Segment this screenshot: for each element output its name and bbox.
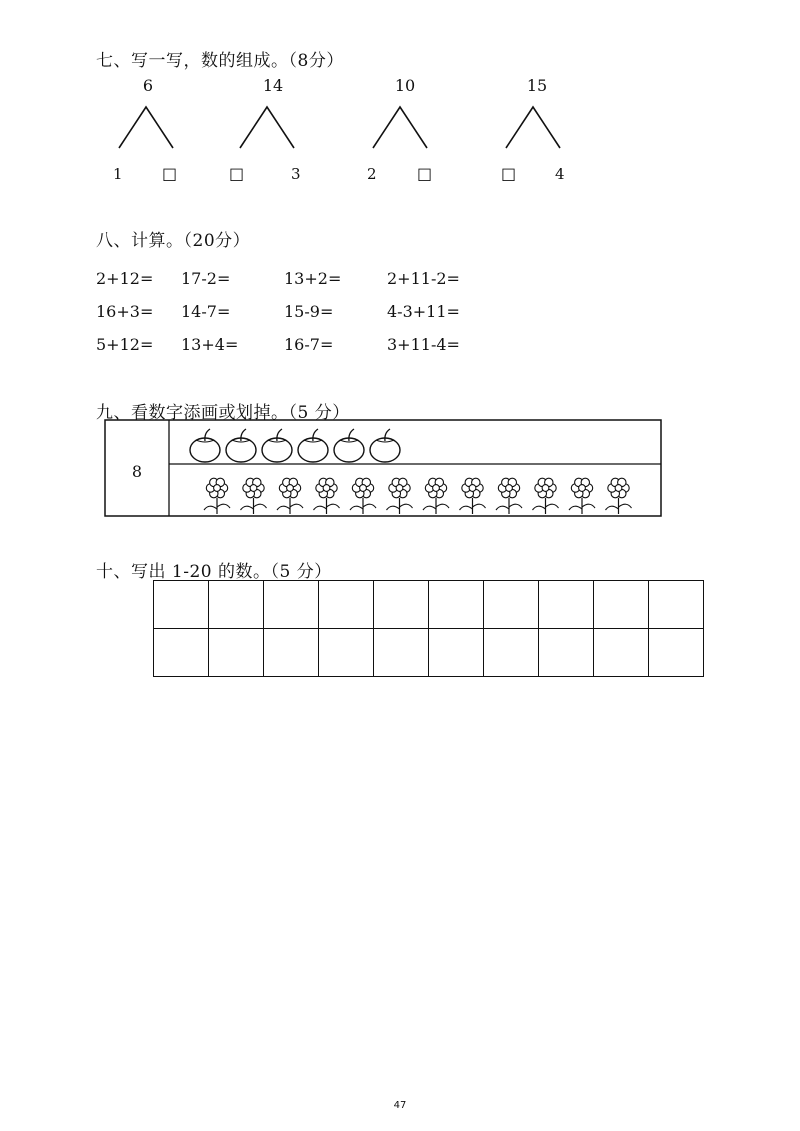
flower-icon xyxy=(533,478,559,514)
grid-cell[interactable] xyxy=(649,629,704,677)
apple-icon xyxy=(370,429,400,462)
branch-lines xyxy=(116,104,176,154)
decomp-left: 2 xyxy=(367,165,377,183)
grid-cell[interactable] xyxy=(374,581,429,629)
calc-problem: 16-7= xyxy=(284,335,334,354)
section-9-heading: 九、看数字添画或划掉。（5 分） xyxy=(96,403,350,423)
grid-row xyxy=(154,629,704,677)
grid-cell[interactable] xyxy=(319,581,374,629)
decomp-total: 10 xyxy=(394,76,416,95)
calc-problem: 17-2= xyxy=(181,269,231,288)
calc-problem: 16+3= xyxy=(96,302,154,321)
flower-icon xyxy=(569,478,595,514)
answer-box[interactable]: □ xyxy=(162,164,178,183)
flower-icon xyxy=(496,478,522,514)
grid-cell[interactable] xyxy=(539,629,594,677)
flower-row xyxy=(204,478,632,514)
flower-icon xyxy=(204,478,230,514)
apple-icon xyxy=(262,429,292,462)
decomp-right: 4 xyxy=(555,165,565,183)
answer-box[interactable]: □ xyxy=(229,164,245,183)
page-number: 47 xyxy=(393,1100,407,1111)
decomp-left: 1 xyxy=(113,165,123,183)
answer-box[interactable]: □ xyxy=(501,164,517,183)
flower-icon xyxy=(241,478,267,514)
flower-icon xyxy=(460,478,486,514)
grid-cell[interactable] xyxy=(154,629,209,677)
grid-cell[interactable] xyxy=(539,581,594,629)
flower-icon xyxy=(350,478,376,514)
apple-row[interactable] xyxy=(190,429,400,462)
flower-icon xyxy=(277,478,303,514)
calc-problem: 13+2= xyxy=(284,269,342,288)
picture-table xyxy=(104,419,664,519)
branch-lines xyxy=(503,104,563,154)
grid-cell[interactable] xyxy=(484,629,539,677)
flower-icon xyxy=(314,478,340,514)
grid-cell[interactable] xyxy=(594,629,649,677)
calc-problem: 3+11-4= xyxy=(387,335,460,354)
grid-cell[interactable] xyxy=(649,581,704,629)
grid-cell[interactable] xyxy=(374,629,429,677)
calc-problem: 5+12= xyxy=(96,335,154,354)
grid-cell[interactable] xyxy=(319,629,374,677)
answer-box[interactable]: □ xyxy=(417,164,433,183)
calc-problem: 2+12= xyxy=(96,269,154,288)
grid-cell[interactable] xyxy=(264,581,319,629)
grid-row xyxy=(154,581,704,629)
calc-problem: 15-9= xyxy=(284,302,334,321)
apple-icon xyxy=(334,429,364,462)
apple-icon xyxy=(298,429,328,462)
apple-icon xyxy=(190,429,220,462)
calc-problem: 13+4= xyxy=(181,335,239,354)
grid-cell[interactable] xyxy=(429,629,484,677)
grid-cell[interactable] xyxy=(429,581,484,629)
section-7-heading: 七、写一写，数的组成。（8分） xyxy=(96,51,344,71)
section-10-heading: 十、写出 1-20 的数。（5 分） xyxy=(96,562,332,582)
flower-icon xyxy=(606,478,632,514)
calc-problem: 2+11-2= xyxy=(387,269,460,288)
decomp-total: 14 xyxy=(262,76,284,95)
grid-cell[interactable] xyxy=(264,629,319,677)
grid-cell[interactable] xyxy=(484,581,539,629)
grid-cell[interactable] xyxy=(594,581,649,629)
flower-icon xyxy=(387,478,413,514)
calc-problem: 4-3+11= xyxy=(387,302,460,321)
number-writing-grid xyxy=(153,580,704,677)
flower-icon xyxy=(423,478,449,514)
apple-icon xyxy=(226,429,256,462)
decomp-total: 15 xyxy=(526,76,548,95)
grid-cell[interactable] xyxy=(209,629,264,677)
target-number: 8 xyxy=(131,462,143,481)
decomp-right: 3 xyxy=(291,165,301,183)
grid-cell[interactable] xyxy=(209,581,264,629)
branch-lines xyxy=(370,104,430,154)
calc-problem: 14-7= xyxy=(181,302,231,321)
grid-cell[interactable] xyxy=(154,581,209,629)
section-8-heading: 八、计算。（20分） xyxy=(96,231,251,251)
decomp-total: 6 xyxy=(142,76,154,95)
branch-lines xyxy=(237,104,297,154)
